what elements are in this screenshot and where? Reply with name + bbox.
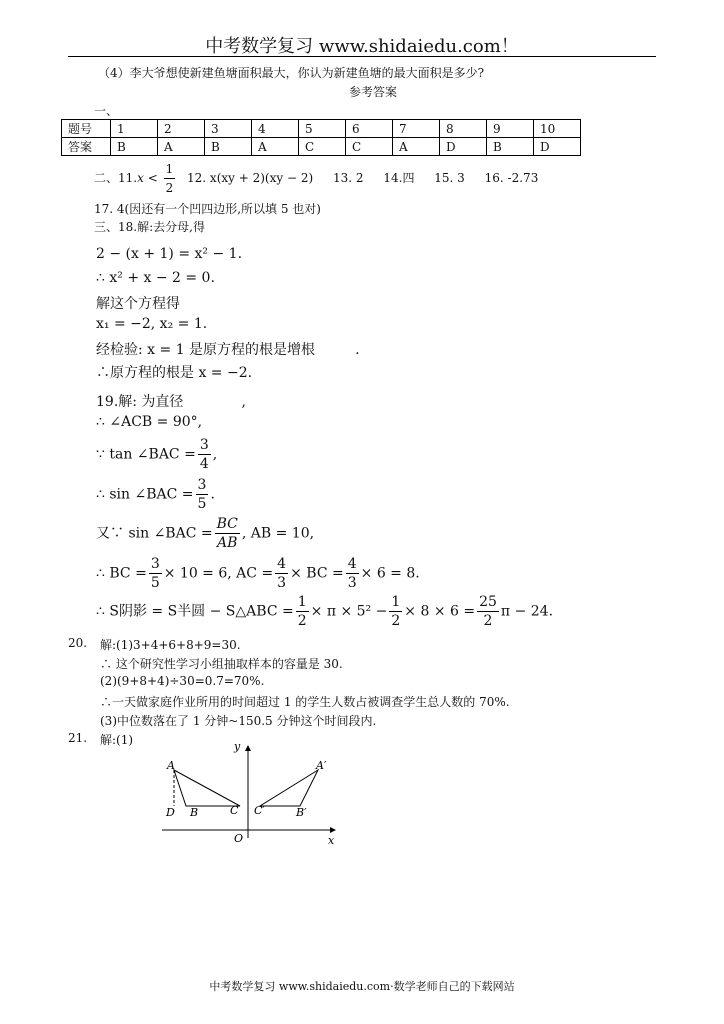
q20-line-4: ∴一天做家庭作业所用的时间超过 1 的学生人数占被调查学生总人数的 70%. [100, 695, 510, 709]
table-cell-answer: A [393, 138, 440, 156]
q11-fraction [164, 160, 176, 197]
q20-number: 20. [68, 636, 88, 650]
q19-line-5-post: × 6 = 8. [360, 565, 420, 582]
table-cell-number: 4 [252, 120, 299, 138]
q19-intro-text: 19.解: 为直径 [96, 394, 184, 410]
table-cell-number: 2 [158, 120, 205, 138]
q19-line-6-fraction-2 [389, 593, 402, 630]
q18-line-2: ∴ x² + x − 2 = 0. [96, 270, 215, 286]
q19-line-3-pre: ∴ sin ∠BAC = [96, 486, 194, 503]
q19-line-4-post: , AB = 10, [241, 525, 315, 542]
fraction-denominator: 3 [347, 575, 357, 591]
q13-answer: 13. 2 [332, 171, 364, 185]
q19-line-2-fraction [198, 436, 211, 473]
table-cell-answer: A [252, 138, 299, 156]
q20-line-2: ∴ 这个研究性学习小组抽取样本的容量是 30. [100, 657, 343, 671]
q19-line-6-mid-1: × π × 5² − [310, 603, 388, 620]
q19-line-6-mid-2: × 8 × 6 = [404, 603, 476, 620]
part-2-line [94, 160, 538, 197]
q19-intro [96, 391, 246, 411]
fraction-numerator: 1 [391, 594, 401, 610]
q15-answer: 15. 3 [434, 171, 465, 185]
table-cell-answer: A [158, 138, 205, 156]
fraction-numerator: 25 [479, 594, 497, 610]
q18-line-3: 解这个方程得 [96, 296, 180, 312]
fraction-numerator: 3 [150, 556, 160, 572]
label-c: C [230, 804, 239, 817]
label-b: B [190, 806, 199, 819]
q19-line-6 [96, 593, 553, 630]
answer-table-header-row [62, 120, 581, 138]
table-cell-answer: B [205, 138, 252, 156]
label-a-prime: A′ [316, 759, 327, 772]
part-1-label: 一、 [94, 104, 119, 118]
answer-table [61, 119, 581, 156]
q18-intro: 三、18.解:去分母,得 [94, 220, 205, 234]
q19-line-5 [96, 555, 420, 592]
fraction-numerator: BC [216, 516, 238, 532]
q19-line-5-fraction-2 [275, 555, 288, 592]
q19-line-6-post: π − 24. [500, 603, 554, 620]
table-cell-number: 6 [346, 120, 393, 138]
q20-line-3: (2)(9+8+4)÷30=0.7=70%. [100, 674, 265, 688]
header-rule [68, 56, 656, 57]
q18-line-1: 2 − (x + 1) = x² − 1. [96, 246, 243, 262]
label-x: x [328, 834, 335, 847]
fraction-denominator: AB [217, 535, 238, 551]
fraction-numerator: 3 [197, 477, 207, 493]
table-cell-number: 9 [487, 120, 534, 138]
fraction-denominator: 4 [199, 456, 209, 472]
triangle-a2b2c2 [260, 770, 318, 806]
table-cell-number: 5 [299, 120, 346, 138]
fraction-numerator: 4 [347, 556, 357, 572]
fraction-numerator: 1 [297, 594, 307, 610]
table-answer-label: 答案 [62, 138, 111, 156]
fraction-denominator: 5 [150, 575, 160, 591]
q18-line-6: ∴原方程的根是 x = −2. [96, 365, 253, 381]
q12-answer: 12. x(xy + 2)(xy − 2) [187, 171, 314, 185]
label-o: O [234, 832, 244, 845]
fraction-numerator: 4 [277, 556, 287, 572]
q19-line-5-mid-2: × BC = [290, 565, 344, 582]
q19-line-6-fraction-1 [296, 593, 309, 630]
page-footer: 中考数学复习 www.shidaiedu.com·数学老师自己的下载网站 [209, 980, 515, 993]
q19-line-4-pre: 又∵ sin ∠BAC = [96, 525, 213, 542]
q19-intro-end: , [241, 394, 246, 410]
q19-line-2 [96, 436, 217, 473]
q16-answer: 16. -2.73 [484, 171, 539, 185]
q19-line-1: ∴ ∠ACB = 90°, [96, 414, 203, 430]
q11-denominator: 2 [165, 181, 174, 195]
q14-answer: 14.四 [383, 171, 415, 185]
q19-line-6-fraction-3 [477, 593, 499, 630]
q19-line-3 [96, 476, 215, 513]
fraction-denominator: 2 [297, 613, 307, 629]
coordinate-figure [150, 738, 350, 848]
table-header-label: 题号 [62, 120, 111, 138]
question-4-text: （4）李大爷想使新建鱼塘面积最大，你认为新建鱼塘的最大面积是多少? [98, 66, 485, 80]
q20-line-5: (3)中位数落在了 1 分钟~150.5 分钟这个时间段内. [100, 714, 377, 728]
q19-line-5-fraction-1 [149, 555, 162, 592]
label-a: A [167, 759, 175, 772]
label-d: D [166, 806, 175, 819]
table-cell-number: 8 [440, 120, 487, 138]
q21-number: 21. [68, 731, 88, 745]
part-2-prefix: 二、11. [94, 171, 138, 185]
q11-numerator: 1 [164, 160, 176, 179]
table-cell-number: 3 [205, 120, 252, 138]
table-cell-answer: D [440, 138, 487, 156]
q19-line-4 [96, 515, 314, 552]
triangle-abc [174, 770, 240, 806]
fraction-denominator: 2 [391, 613, 401, 629]
table-cell-number: 1 [111, 120, 158, 138]
table-cell-answer: B [111, 138, 158, 156]
q19-line-5-fraction-3 [346, 555, 359, 592]
q20-line-1: 解:(1)3+4+6+8+9=30. [100, 638, 241, 652]
q11-variable: x [137, 171, 144, 185]
q19-line-2-post: , [212, 446, 218, 463]
q18-line-4: x₁ = −2, x₂ = 1. [96, 316, 208, 332]
label-y: y [234, 740, 241, 753]
fraction-denominator: 5 [197, 496, 207, 512]
label-b-prime: B′ [296, 806, 307, 819]
q19-line-3-post: . [210, 486, 215, 503]
page-header: 中考数学复习 www.shidaiedu.com！ [205, 36, 519, 57]
table-cell-number: 10 [534, 120, 581, 138]
q19-line-4-fraction [215, 515, 240, 552]
table-cell-answer: C [299, 138, 346, 156]
q19-line-5-mid-1: × 10 = 6, AC = [163, 565, 274, 582]
answer-table-answer-row [62, 138, 581, 156]
fraction-numerator: 3 [199, 437, 209, 453]
q19-line-6-pre: ∴ S阴影 = S半圆 − S△ABC = [96, 603, 294, 620]
table-cell-answer: C [346, 138, 393, 156]
reference-answers-title: 参考答案 [349, 85, 398, 99]
q19-line-3-fraction [196, 476, 209, 513]
q18-line-5-text: 经检验: x = 1 是原方程的根是增根 [96, 342, 316, 358]
q21-line-1: 解:(1) [100, 733, 134, 747]
fraction-denominator: 3 [277, 575, 287, 591]
q18-line-5 [96, 339, 360, 359]
q19-line-5-pre: ∴ BC = [96, 565, 147, 582]
q17-answer: 17. 4(因还有一个凹四边形,所以填 5 也对) [94, 202, 321, 216]
fraction-denominator: 2 [483, 613, 493, 629]
table-cell-answer: D [534, 138, 581, 156]
table-cell-number: 7 [393, 120, 440, 138]
table-cell-answer: B [487, 138, 534, 156]
q18-line-5-end: . [355, 342, 360, 358]
q19-line-2-pre: ∵ tan ∠BAC = [96, 446, 196, 463]
label-c-prime: C′ [254, 804, 265, 817]
q11-symbol: < [143, 171, 162, 185]
